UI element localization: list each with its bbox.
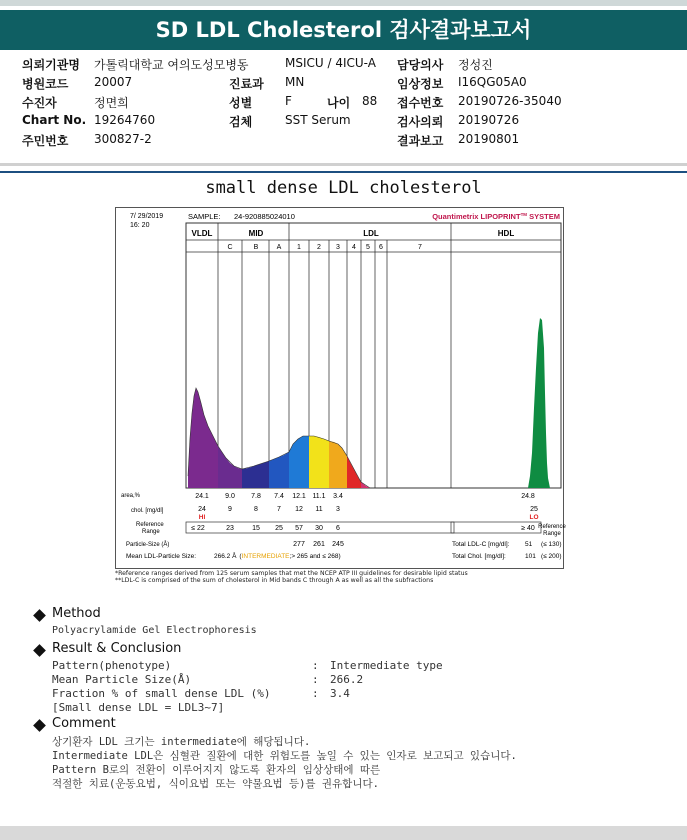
request-label: 검사의뢰 — [397, 115, 444, 129]
dept-value: MN — [285, 75, 305, 89]
comment-bullet-icon — [33, 719, 46, 732]
lipoprint-report — [115, 207, 564, 569]
ref-label-2: Range — [142, 529, 160, 535]
result-sep-pattern: : — [312, 659, 319, 672]
method-heading: Method — [52, 606, 101, 621]
peak-mid-a — [269, 452, 289, 488]
dept-label: 진료과 — [229, 77, 264, 91]
band-label-5: 5 — [366, 244, 370, 251]
ward-value: MSICU / 4ICU-A — [285, 56, 376, 70]
mean-size-summary: 266.2 Å (INTERMEDIATE;> 265 and ≤ 268) — [214, 553, 341, 560]
clinical-value: I16QG05A0 — [458, 75, 527, 89]
chol-ldl3: 3 — [336, 506, 340, 513]
area-ldl1: 12.1 — [292, 493, 306, 500]
group-mid: MID — [248, 229, 264, 238]
comment-line-3: Pattern B로의 전환이 이루어지지 않도록 환자의 임상상태에 따른 — [52, 764, 381, 776]
particle-ldl3: 245 — [332, 541, 344, 548]
doctor-label: 담당의사 — [397, 58, 444, 72]
ref-vldl: ≤ 22 — [191, 525, 205, 532]
chol-ldl2: 11 — [315, 506, 323, 513]
band-label-c: C — [227, 244, 233, 251]
particle-ldl1: 277 — [293, 541, 305, 548]
chol-b: 8 — [254, 506, 258, 513]
chol-hdl: 25 — [530, 506, 538, 513]
sample-id: 24-920885024010 — [234, 212, 295, 221]
peak-vldl — [188, 388, 218, 488]
ref-c: 23 — [226, 525, 234, 532]
total-ldl-ref: (≤ 130) — [541, 541, 562, 548]
ref-ldl3: 6 — [336, 525, 340, 532]
total-chol-label: Total Chol. [mg/dl]: — [452, 553, 506, 560]
result-label-pattern: Pattern(phenotype) — [52, 659, 172, 672]
band-labels — [227, 244, 422, 251]
chol-label: chol. [mg/dl] — [131, 508, 164, 514]
doctor-value: 정성진 — [458, 58, 493, 72]
ref-values — [191, 525, 535, 532]
rrn-label: 주민번호 — [22, 134, 69, 148]
institution-value: 가톨릭대학교 여의도성모병동 — [94, 58, 249, 72]
peak-mid-c — [218, 446, 242, 488]
ref-ldl2: 30 — [315, 525, 323, 532]
subject-value: 정면희 — [94, 96, 129, 110]
group-ldl: LDL — [363, 229, 379, 238]
area-ldl3: 3.4 — [333, 493, 343, 500]
area-b: 7.8 — [251, 493, 261, 500]
peak-ldl4 — [347, 456, 361, 488]
comment-heading: Comment — [52, 716, 116, 731]
area-values — [195, 493, 535, 500]
area-c: 9.0 — [225, 493, 235, 500]
band-label-b: B — [253, 244, 259, 251]
group-vldl: VLDL — [191, 229, 213, 238]
footnotes — [115, 570, 585, 584]
result-value-pattern: Intermediate type — [330, 659, 443, 672]
area-ldl2: 11.1 — [312, 493, 326, 500]
area-a: 7.4 — [274, 493, 284, 500]
peak-mid-b — [242, 461, 269, 488]
chart-no-value: 19264760 — [94, 113, 156, 127]
request-value: 20190726 — [458, 113, 520, 127]
ref-ldl1: 57 — [295, 525, 303, 532]
lo-flag: LO — [529, 514, 539, 521]
divider-blue — [0, 171, 687, 173]
mean-size-value: 266.2 Å — [214, 553, 237, 560]
report-title: SD LDL Cholesterol 검사결과보고서 — [0, 10, 687, 50]
institution-label: 의뢰기관명 — [22, 58, 80, 72]
band-label-7: 7 — [418, 244, 422, 251]
total-ldl-label: Total LDL-C [mg/dl]: — [452, 541, 510, 548]
footnote-2: **LDL-C is comprised of the sum of cholesterol in Mid bands C through A as well as all the subfractions — [115, 577, 434, 584]
subject-label: 수진자 — [22, 96, 57, 110]
ref-a: 25 — [275, 525, 283, 532]
result-note: [Small dense LDL = LDL3~7] — [52, 701, 225, 714]
comment-line-4: 적절한 치료(운동요법, 식이요법 또는 약물요법 등)를 권유합니다. — [52, 778, 379, 790]
sex-value: F — [285, 94, 292, 108]
band-label-4: 4 — [352, 244, 356, 251]
section-title: small dense LDL cholesterol — [205, 178, 482, 198]
total-chol-value: 101 — [525, 553, 536, 560]
ref-right-1: Reference — [538, 524, 566, 530]
report-time: 16: 20 — [130, 222, 150, 229]
peak-ldl2 — [309, 436, 329, 488]
receipt-value: 20190726-35040 — [458, 94, 562, 108]
ref-hdl: ≥ 40 — [521, 525, 535, 532]
chol-c: 9 — [228, 506, 232, 513]
result-value-fraction: 3.4 — [330, 687, 350, 700]
result-value-size: 266.2 — [330, 673, 364, 686]
particle-label: Particle-Size (Å) — [126, 542, 170, 548]
sex-label: 성별 — [229, 96, 253, 110]
top-strip — [0, 0, 687, 6]
particle-ldl2: 261 — [313, 541, 325, 548]
peak-ldl3 — [329, 441, 347, 488]
clinical-label: 임상정보 — [397, 77, 444, 91]
chart-no-label: Chart No. — [22, 113, 87, 127]
sample-label: SAMPLE: — [188, 212, 221, 221]
patient-info — [22, 56, 682, 151]
area-hdl: 24.8 — [521, 493, 535, 500]
band-label-2: 2 — [317, 244, 321, 251]
chol-values — [198, 506, 538, 513]
particle-values — [293, 541, 344, 548]
area-vldl: 24.1 — [195, 493, 209, 500]
result-sep-size: : — [312, 673, 319, 686]
divider-gray — [0, 163, 687, 166]
band-label-6: 6 — [379, 244, 383, 251]
hospital-code-value: 20007 — [94, 75, 133, 89]
report-date-label: 결과보고 — [397, 134, 444, 148]
result-label-size: Mean Particle Size(Å) — [52, 673, 192, 686]
total-chol-ref: (≤ 200) — [541, 553, 562, 560]
band-label-3: 3 — [336, 244, 340, 251]
specimen-label: 검체 — [229, 115, 253, 129]
bottom-strip — [0, 826, 687, 840]
ref-right-2: Range — [543, 531, 561, 537]
lipoprint-chart — [116, 208, 566, 568]
report-date: 7/ 29/2019 — [130, 213, 164, 220]
method-bullet-icon — [33, 609, 46, 622]
hi-flag: HI — [198, 514, 206, 521]
footnote-1: *Reference ranges derived from 125 serum samples that met the NCEP ATP III guidelines for desirable lipid status — [115, 570, 468, 577]
group-hdl: HDL — [497, 229, 515, 238]
peak-ldl1 — [289, 436, 309, 488]
result-sep-fraction: : — [312, 687, 319, 700]
result-bullet-icon — [33, 644, 46, 657]
comment-line-1: 상기환자 LDL 크기는 intermediate에 해당됩니다. — [52, 736, 311, 748]
age-value: 88 — [362, 94, 378, 108]
result-label-fraction: Fraction % of small dense LDL (%) — [52, 687, 271, 700]
brand-logo: Quantimetrix LIPOPRINT™ SYSTEM — [432, 212, 560, 221]
method-text: Polyacrylamide Gel Electrophoresis — [52, 625, 257, 636]
band-label-a: A — [276, 244, 282, 251]
report-date-value: 20190801 — [458, 132, 520, 146]
result-heading: Result & Conclusion — [52, 641, 182, 656]
ref-label-1: Reference — [136, 522, 164, 528]
ref-b: 15 — [252, 525, 260, 532]
peak-hdl — [528, 318, 550, 488]
comment-line-2: Intermediate LDL은 심혈관 질환에 대한 위험도를 높일 수 있는 인자로 보고되고 있습니다. — [52, 750, 517, 762]
area-label: area,% — [121, 493, 141, 499]
chol-vldl: 24 — [198, 506, 206, 513]
age-label: 나이 — [327, 96, 351, 110]
rrn-value: 300827-2 — [94, 132, 152, 146]
specimen-value: SST Serum — [285, 113, 351, 127]
mean-class: INTERMEDIATE — [241, 553, 290, 560]
chol-a: 7 — [277, 506, 281, 513]
band-label-1: 1 — [297, 244, 301, 251]
hospital-code-label: 병원코드 — [22, 77, 69, 91]
chol-ldl1: 12 — [295, 506, 303, 513]
mean-size-label: Mean LDL-Particle Size: — [126, 553, 197, 560]
total-ldl-value: 51 — [525, 541, 533, 548]
receipt-label: 접수번호 — [397, 96, 444, 110]
